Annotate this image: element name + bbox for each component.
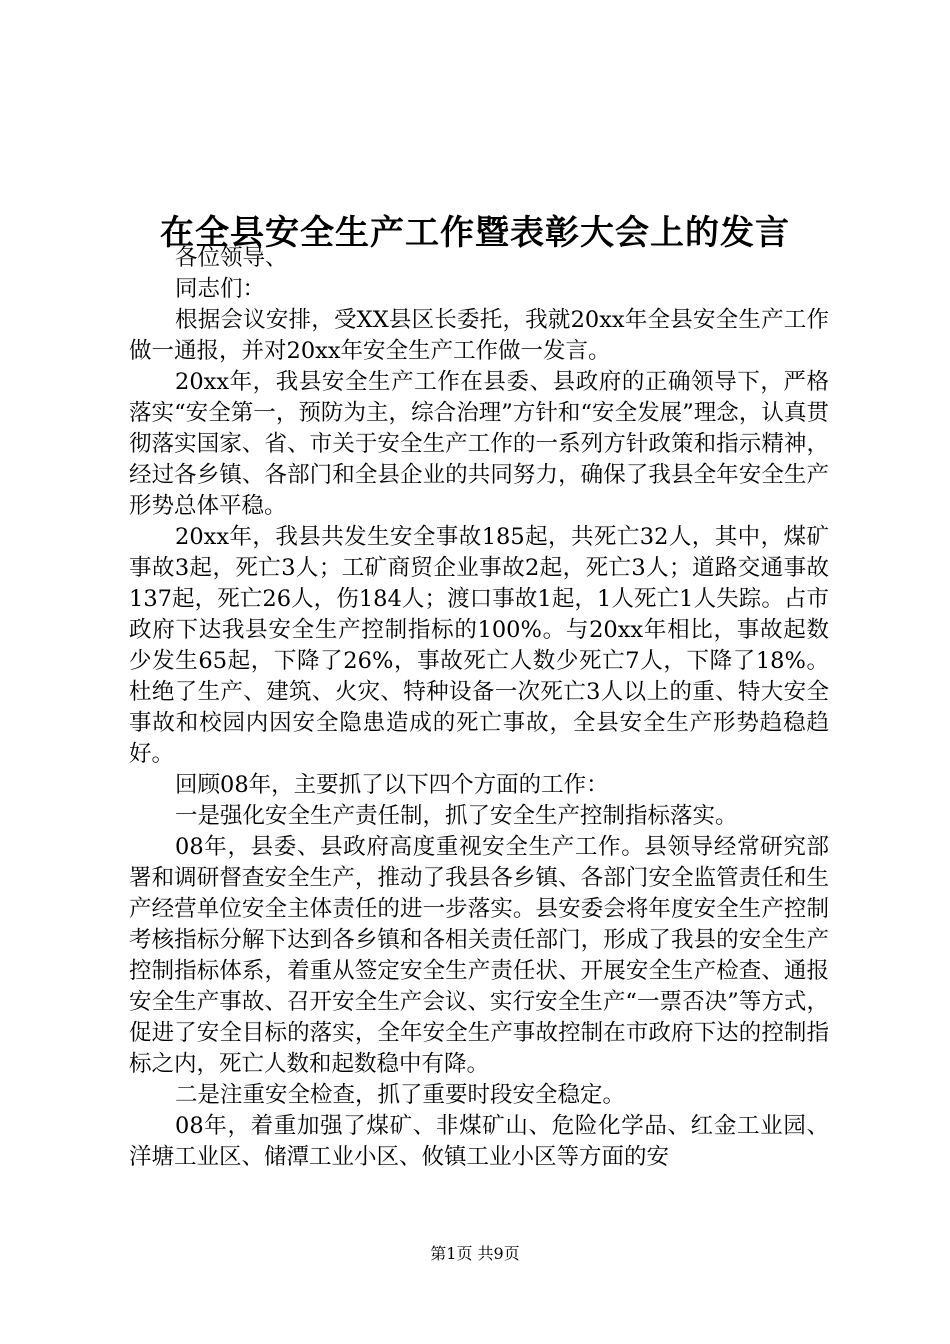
paragraph: 08年，着重加强了煤矿、非煤矿山、危险化学品、红金工业园、洋塘工业区、储潭工业小区、攸镇工业小区等方面的安 (129, 1113, 829, 1170)
salutation-line: 同志们： (175, 276, 266, 302)
paragraph: 20xx年，我县安全生产工作在县委、县政府的正确领导下，严格落实“安全第一，预防为主，综合治理”方针和“安全发展”理念，认真贯彻落实国家、省、市关于安全生产工作的一系列方针政策和指示精神，经过各乡镇、各部门和全县企业的共同努力，确保了我县全年安全生产形势总体平稳。 (129, 369, 829, 519)
document-body (129, 243, 829, 1173)
paragraph: 一是强化安全生产责任制，抓了安全生产控制指标落实。 (175, 803, 738, 829)
paragraph: 08年，县委、县政府高度重视安全生产工作。县领导经常研究部署和调研督查安全生产，推动了我县各乡镇、各部门安全监管责任和生产经营单位安全主体责任的进一步落实。县安委会将年度安全生产控制考核指标分解下达到各乡镇和各相关责任部门，形成了我县的安全生产控制指标体系，着重从签定安全生产责任状、开展安全生产检查、通报安全生产事故、召开安全生产会议、实行安全生产“一票否决”等方式，促进了安全目标的落实，全年安全生产事故控制在市政府下达的控制指标之内，死亡人数和起数稳中有降。 (129, 834, 829, 1077)
paragraph: 根据会议安排，受XX县区长委托，我就20xx年全县安全生产工作做一通报，并对20xx年安全生产工作做一发言。 (129, 307, 829, 364)
paragraph: 二是注重安全检查，抓了重要时段安全稳定。 (175, 1082, 626, 1108)
document-title: 在全县安全生产工作暨表彰大会上的发言 (160, 212, 790, 253)
paragraph: 回顾08年，主要抓了以下四个方面的工作： (175, 772, 609, 798)
page-footer: 第1页 共9页 (430, 1244, 520, 1263)
salutation-line: 各位领导、 (175, 245, 288, 271)
paragraph: 20xx年，我县共发生安全事故185起，共死亡32人，其中，煤矿事故3起，死亡3人；工矿商贸企业事故2起，死亡3人；道路交通事故137起，死亡26人，伤184人；渡口事故1起，1人死亡1人失踪。占市政府下达我县安全生产控制指标的100%。与20xx年相比，事故起数少发生65起，下降了26%，事故死亡人数少死亡7人，下降了18%。杜绝了生产、建筑、火灾、特种设备一次死亡3人以上的重、特大安全事故和校园内因安全隐患造成的死亡事故，全县安全生产形势趋稳趋好。 (129, 524, 829, 767)
